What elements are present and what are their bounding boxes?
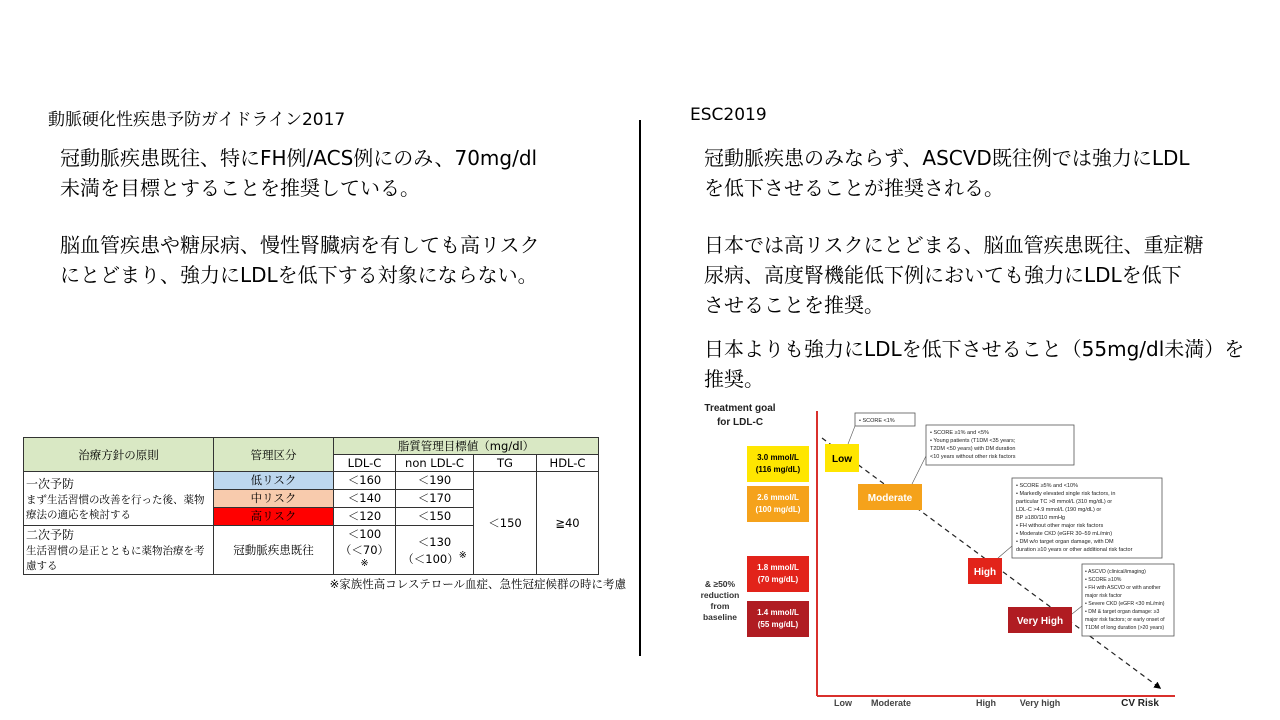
footnote-mark: ※ <box>458 549 467 561</box>
right-paragraph-3 <box>704 334 1274 394</box>
goal-3-line-1: 1.8 mmol/L <box>757 563 799 572</box>
reduction-label <box>701 579 740 622</box>
left-paragraph-2-line-2: にとどまり、強力にLDLを低下する対象にならない。 <box>60 263 538 287</box>
callout-moderate-pointer <box>912 456 926 484</box>
risk-category-cell <box>214 472 334 526</box>
footnote-mark: ※ <box>360 558 369 569</box>
callout-high-line-1: • SCORE ≥5% and <10% <box>1016 483 1078 489</box>
left-paragraph-1-line-2: 未満を目標とすることを推奨している。 <box>60 176 420 200</box>
header-principle: 治療方針の原則 <box>24 438 214 472</box>
goal-box-1-fill <box>747 446 809 482</box>
left-paragraph-2 <box>60 230 630 290</box>
callout-high-line-4: LDL-C >4.9 mmol/L (190 mg/dL) or <box>1016 507 1102 513</box>
risk-high-badge: 高リスク <box>214 508 333 525</box>
secondary-nonldl-alt-value: （＜100） <box>402 551 459 566</box>
x-tick-very-high: Very high <box>1019 698 1061 708</box>
callout-high-line-6: • FH without other major risk factors <box>1016 523 1104 529</box>
right-heading: ESC2019 <box>690 105 767 125</box>
callout-high-line-8: • DM w/o target organ damage, with DM <box>1016 539 1114 545</box>
risk-box-high-label: High <box>973 567 997 578</box>
x-tick-low: Low <box>834 698 852 708</box>
primary-prevention-desc: まず生活習慣の改善を行った後、薬物療法の適応を検討する <box>26 494 205 521</box>
header-category: 管理区分 <box>214 438 334 472</box>
nonldl-low-value: ＜190 <box>396 472 473 490</box>
callout-high-line-5: BP ≥180/110 mmHg <box>1016 515 1065 521</box>
x-axis-label: CV Risk <box>1121 698 1159 709</box>
reduction-line-2: reduction <box>700 590 740 600</box>
ldl-high-value: ＜120 <box>347 509 382 523</box>
secondary-ldl-value: ＜100 <box>347 527 382 541</box>
diagram-title-line-1: Treatment goal <box>704 403 776 414</box>
secondary-ldl-alt-value: （＜70） <box>339 543 390 557</box>
lipid-target-table <box>23 437 599 575</box>
callout-very-high-line-3: • FH with ASCVD or with another <box>1085 585 1161 591</box>
goal-4-line-1: 1.4 mmol/L <box>757 608 799 617</box>
ldl-mid-value: ＜140 <box>334 490 395 508</box>
right-paragraph-1-line-1: 冠動脈疾患のみならず、ASCVD既往例では強力にLDL <box>704 146 1190 170</box>
callout-moderate-line-2: • Young patients (T1DM <35 years; <box>930 438 1016 444</box>
callout-low-pointer <box>848 426 855 444</box>
esc-risk-diagram <box>690 396 1180 716</box>
secondary-prevention-title: 二次予防 <box>26 528 75 543</box>
callout-moderate-line-1: • SCORE ≥1% and <5% <box>930 430 989 436</box>
goal-box-2 <box>747 486 809 522</box>
goal-2-line-1: 2.6 mmol/L <box>757 493 799 502</box>
callout-high-line-9: duration ≥10 years or other additional risk factor <box>1016 547 1133 553</box>
goal-2-line-2: (100 mg/dL) <box>755 505 801 514</box>
ldl-low-value: ＜160 <box>334 472 395 490</box>
callout-very-high-line-4: major risk factor <box>1085 593 1122 599</box>
callout-very-high <box>1072 564 1174 636</box>
secondary-category: 冠動脈疾患既往 <box>214 526 334 575</box>
reduction-line-1: & ≥50% <box>704 579 736 589</box>
callout-high-line-3: particular TC >8 mmol/L (310 mg/dL) or <box>1016 499 1113 505</box>
risk-box-low-label: Low <box>832 454 852 465</box>
right-paragraph-2-line-3: させることを推奨。 <box>704 293 884 317</box>
left-paragraph-1 <box>60 143 630 203</box>
x-tick-moderate: Moderate <box>870 698 912 708</box>
secondary-prevention-desc: 生活習慣の是正とともに薬物治療を考慮する <box>26 545 205 573</box>
secondary-nonldl-cell <box>396 526 474 575</box>
risk-box-high <box>968 558 1002 584</box>
right-paragraph-2 <box>704 230 1274 320</box>
risk-low-badge: 低リスク <box>214 472 333 490</box>
callout-high-pointer <box>998 546 1012 558</box>
primary-prevention-title: 一次予防 <box>26 477 75 491</box>
callout-high <box>998 478 1162 558</box>
reduction-line-4: baseline <box>702 612 738 622</box>
reduction-line-3: from <box>710 601 730 611</box>
callout-low <box>848 413 915 444</box>
callout-very-high-line-1: • ASCVD (clinical/imaging) <box>1085 569 1146 575</box>
risk-box-low <box>825 444 859 472</box>
goal-box-4-fill <box>747 601 809 637</box>
subheader-ldl: LDL-C <box>334 455 396 472</box>
right-paragraph-1-line-2: を低下させることが推奨される。 <box>704 176 1004 200</box>
callout-very-high-line-2: • SCORE ≥10% <box>1085 577 1122 583</box>
primary-prevention-cell <box>24 472 214 526</box>
callout-moderate-line-4: <10 years without other risk factors <box>930 454 1016 460</box>
nonldl-high-value: ＜150 <box>417 509 452 523</box>
right-paragraph-2-line-2: 尿病、高度腎機能低下例においても強力にLDLを低下 <box>704 263 1182 287</box>
goal-box-3 <box>747 556 809 592</box>
subheader-tg: TG <box>474 455 537 472</box>
goal-3-line-2: (70 mg/dL) <box>757 575 799 584</box>
goal-1-line-2: (116 mg/dL) <box>755 465 801 474</box>
diagram-title-line-2: for LDL-C <box>716 417 764 428</box>
goal-1-line-1: 3.0 mmol/L <box>757 453 799 462</box>
callout-moderate-line-3: T2DM <50 years) with DM duration <box>930 446 1016 452</box>
table-row <box>24 472 599 526</box>
goal-box-4 <box>747 601 809 637</box>
secondary-prevention-cell <box>24 526 214 575</box>
secondary-ldl-cell <box>334 526 396 575</box>
callout-very-high-line-7: major risk factors; or early onset of <box>1085 617 1165 623</box>
nonldl-mid-value: ＜170 <box>396 490 473 508</box>
left-heading: 動脈硬化性疾患予防ガイドライン2017 <box>48 110 346 130</box>
nonldl-values-cell <box>396 472 474 526</box>
ldl-values-cell <box>334 472 396 526</box>
goal-4-line-2: (55 mg/dL) <box>757 620 799 629</box>
callout-low-line-1: • SCORE <1% <box>859 418 895 424</box>
table-footnote: ※家族性高コレステロール血症、急性冠症候群の時に考慮 <box>329 577 626 591</box>
subheader-nonldl: non LDL-C <box>396 455 474 472</box>
callout-very-high-pointer <box>1072 606 1082 614</box>
goal-box-1 <box>747 446 809 482</box>
callout-moderate <box>912 425 1074 484</box>
subheader-hdl: HDL-C <box>537 455 599 472</box>
callout-high-line-2: • Markedly elevated single risk factors, in <box>1016 491 1116 497</box>
risk-box-moderate-label: Moderate <box>867 493 913 504</box>
x-tick-high: High <box>976 698 996 708</box>
risk-box-very-high <box>1008 607 1072 633</box>
right-paragraph-2-line-1: 日本では高リスクにとどまる、脳血管疾患既往、重症糖 <box>704 233 1204 257</box>
callout-very-high-line-6: • DM & target organ damage: ≥3 <box>1085 609 1160 615</box>
tg-value: ＜150 <box>474 472 537 575</box>
hdl-value: ≧40 <box>537 472 599 575</box>
goal-box-3-fill <box>747 556 809 592</box>
right-paragraph-1 <box>704 143 1274 203</box>
right-paragraph-3-line-1: 日本よりも強力にLDLを低下させること（55mg/dl未満）を <box>704 337 1245 361</box>
callout-very-high-line-8: T1DM of long duration (>20 years) <box>1085 625 1165 631</box>
right-paragraph-3-line-2: 推奨。 <box>704 367 764 391</box>
callout-very-high-line-5: • Severe CKD (eGFR <30 mL/min) <box>1085 601 1165 607</box>
risk-box-very-high-label: Very High <box>1016 616 1064 627</box>
column-divider <box>639 120 641 656</box>
callout-high-line-7: • Moderate CKD (eGFR 30–59 mL/min) <box>1016 531 1113 537</box>
header-targets: 脂質管理目標値（mg/dl） <box>334 438 599 455</box>
goal-box-2-fill <box>747 486 809 522</box>
left-paragraph-2-line-1: 脳血管疾患や糖尿病、慢性腎臓病を有しても高リスク <box>60 233 540 257</box>
left-paragraph-1-line-1: 冠動脈疾患既往、特にFH例/ACS例にのみ、70mg/dl <box>60 146 538 170</box>
risk-mid-badge: 中リスク <box>214 490 333 508</box>
secondary-nonldl-value: ＜130 <box>417 534 452 549</box>
risk-box-moderate <box>858 484 922 510</box>
